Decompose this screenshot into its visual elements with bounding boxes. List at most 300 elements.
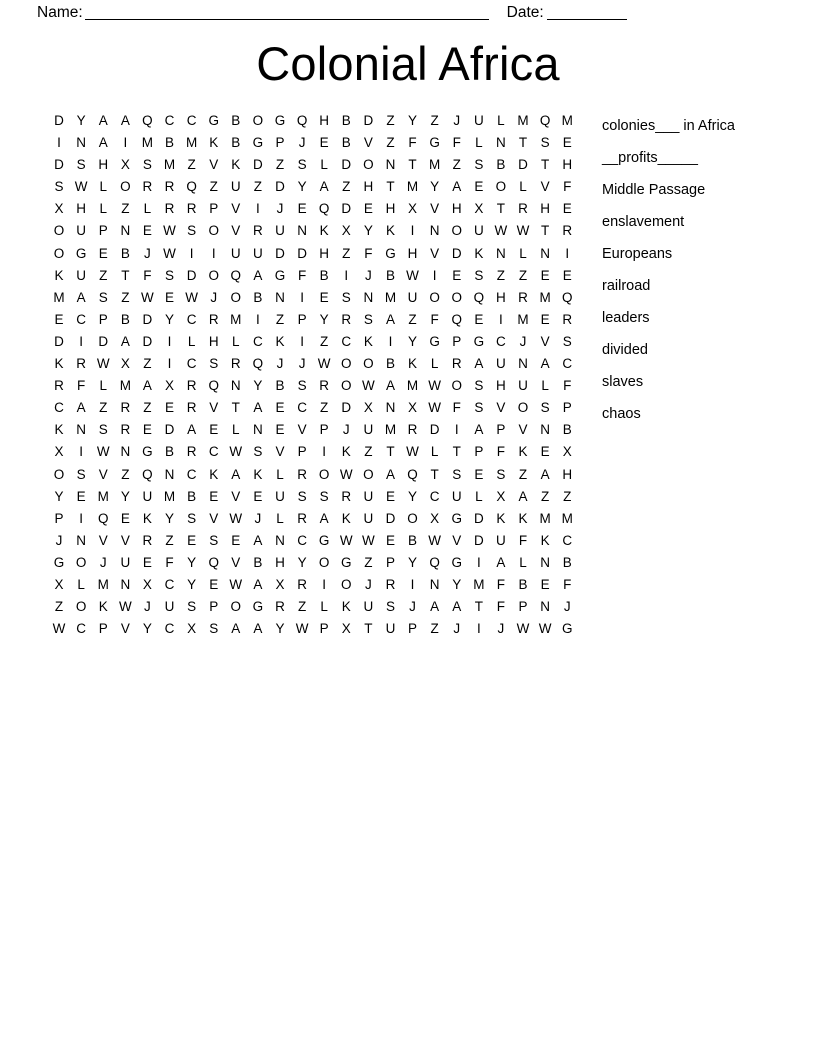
grid-cell[interactable]: D	[341, 201, 352, 217]
grid-cell[interactable]: H	[407, 245, 418, 261]
grid-cell[interactable]: W	[406, 444, 419, 460]
grid-cell[interactable]: X	[275, 576, 285, 592]
grid-cell[interactable]: I	[410, 576, 415, 592]
grid-cell[interactable]: K	[518, 510, 528, 526]
grid-cell[interactable]: A	[518, 488, 528, 504]
grid-cell[interactable]: W	[361, 532, 375, 548]
grid-cell[interactable]: P	[385, 554, 395, 570]
grid-cell[interactable]: L	[519, 554, 527, 570]
grid-cell[interactable]: R	[186, 201, 197, 217]
grid-cell[interactable]: E	[120, 510, 130, 526]
grid-cell[interactable]: F	[452, 135, 461, 151]
grid-cell[interactable]: G	[341, 554, 352, 570]
grid-cell[interactable]: M	[473, 576, 485, 592]
grid-cell[interactable]: Q	[407, 466, 418, 482]
grid-cell[interactable]: Z	[275, 157, 285, 173]
grid-cell[interactable]: K	[496, 510, 506, 526]
grid-cell[interactable]: T	[231, 400, 240, 416]
grid-cell[interactable]: E	[209, 488, 219, 504]
word-list-item[interactable]: leaders	[602, 310, 650, 326]
grid-cell[interactable]: P	[297, 444, 307, 460]
grid-cell[interactable]: I	[167, 356, 172, 372]
grid-cell[interactable]: V	[430, 245, 440, 261]
grid-cell[interactable]: H	[496, 378, 506, 394]
grid-cell[interactable]: B	[165, 444, 175, 460]
grid-cell[interactable]: L	[519, 245, 527, 261]
grid-cell[interactable]: F	[563, 576, 572, 592]
grid-cell[interactable]: E	[363, 201, 373, 217]
grid-cell[interactable]: W	[361, 378, 375, 394]
grid-cell[interactable]: Q	[296, 113, 308, 128]
grid-cell[interactable]: Z	[121, 289, 130, 305]
grid-cell[interactable]: U	[473, 223, 484, 239]
grid-cell[interactable]: G	[75, 245, 87, 261]
grid-cell[interactable]: O	[429, 289, 440, 305]
grid-cell[interactable]: N	[429, 223, 440, 239]
grid-cell[interactable]: O	[451, 378, 462, 394]
grid-cell[interactable]: Z	[364, 444, 373, 460]
grid-cell[interactable]: K	[341, 444, 351, 460]
grid-cell[interactable]: L	[475, 135, 483, 151]
grid-cell[interactable]: R	[186, 378, 197, 394]
grid-cell[interactable]: M	[141, 135, 154, 151]
grid-cell[interactable]: K	[142, 510, 152, 526]
grid-cell[interactable]: A	[253, 576, 263, 592]
word-list-item[interactable]: enslavement	[602, 214, 685, 230]
grid-cell[interactable]: Q	[208, 554, 219, 570]
grid-cell[interactable]: R	[518, 201, 528, 217]
grid-cell[interactable]: U	[363, 510, 374, 526]
grid-cell[interactable]: J	[99, 554, 107, 570]
grid-cell[interactable]: N	[540, 422, 550, 438]
grid-cell[interactable]: Z	[563, 488, 572, 504]
grid-cell[interactable]: D	[54, 113, 64, 128]
grid-cell[interactable]: V	[231, 201, 241, 217]
grid-cell[interactable]: F	[452, 400, 461, 416]
grid-cell[interactable]: O	[341, 356, 352, 372]
grid-cell[interactable]: K	[231, 157, 241, 173]
grid-cell[interactable]: W	[428, 378, 442, 394]
grid-cell[interactable]: F	[563, 378, 572, 394]
grid-cell[interactable]: L	[99, 378, 107, 394]
grid-cell[interactable]: K	[54, 267, 64, 283]
grid-cell[interactable]: W	[516, 223, 530, 239]
grid-cell[interactable]: O	[318, 554, 330, 570]
grid-cell[interactable]: Q	[318, 201, 330, 217]
grid-cell[interactable]: C	[496, 333, 506, 349]
grid-cell[interactable]: N	[76, 532, 87, 548]
grid-cell[interactable]: V	[209, 510, 219, 526]
grid-cell[interactable]: C	[562, 356, 573, 372]
grid-cell[interactable]: T	[474, 599, 483, 615]
grid-cell[interactable]: C	[164, 576, 175, 592]
grid-cell[interactable]: E	[385, 488, 395, 504]
grid-cell[interactable]: M	[97, 488, 109, 504]
grid-cell[interactable]: K	[253, 466, 263, 482]
grid-cell[interactable]: B	[341, 113, 351, 128]
grid-cell[interactable]: N	[297, 223, 307, 239]
grid-cell[interactable]: O	[230, 599, 242, 615]
grid-cell[interactable]: J	[342, 422, 350, 438]
grid-cell[interactable]: L	[519, 179, 527, 195]
grid-cell[interactable]: N	[496, 245, 506, 261]
grid-cell[interactable]: R	[297, 466, 307, 482]
grid-cell[interactable]: S	[474, 378, 484, 394]
grid-cell[interactable]: F	[496, 599, 506, 615]
grid-cell[interactable]: A	[385, 466, 395, 482]
grid-cell[interactable]: I	[256, 311, 260, 327]
grid-cell[interactable]: E	[452, 267, 462, 283]
grid-cell[interactable]: B	[253, 554, 263, 570]
grid-cell[interactable]: X	[363, 400, 373, 416]
grid-cell[interactable]: A	[496, 554, 506, 570]
grid-cell[interactable]: O	[75, 599, 87, 615]
grid-cell[interactable]: D	[341, 400, 352, 416]
grid-cell[interactable]: K	[54, 422, 64, 438]
grid-cell[interactable]: Z	[99, 400, 108, 416]
grid-cell[interactable]: J	[364, 267, 372, 283]
word-list-item[interactable]: Middle Passage	[602, 182, 706, 198]
grid-cell[interactable]: N	[429, 576, 440, 592]
grid-cell[interactable]: V	[120, 621, 130, 637]
grid-cell[interactable]: X	[496, 488, 506, 504]
grid-cell[interactable]: K	[408, 356, 418, 372]
grid-cell[interactable]: S	[297, 157, 307, 173]
grid-cell[interactable]: R	[186, 444, 197, 460]
grid-cell[interactable]: C	[164, 113, 175, 128]
grid-cell[interactable]: V	[496, 400, 506, 416]
grid-cell[interactable]: S	[341, 289, 351, 305]
grid-cell[interactable]: M	[429, 157, 441, 173]
grid-cell[interactable]: U	[363, 422, 374, 438]
grid-cell[interactable]: Q	[230, 267, 242, 283]
grid-cell[interactable]: Y	[430, 179, 440, 195]
grid-cell[interactable]: R	[142, 532, 153, 548]
grid-cell[interactable]: R	[120, 400, 131, 416]
grid-cell[interactable]: D	[297, 245, 307, 261]
grid-cell[interactable]: E	[209, 422, 219, 438]
grid-cell[interactable]: A	[430, 599, 440, 615]
grid-cell[interactable]: A	[98, 135, 108, 151]
grid-cell[interactable]: Q	[429, 554, 440, 570]
grid-cell[interactable]: E	[209, 576, 219, 592]
grid-cell[interactable]: Y	[297, 554, 307, 570]
grid-cell[interactable]: D	[253, 157, 263, 173]
grid-cell[interactable]: T	[496, 201, 506, 217]
grid-cell[interactable]: Z	[518, 267, 528, 283]
grid-cell[interactable]: M	[384, 422, 397, 438]
grid-cell[interactable]: O	[120, 179, 131, 195]
grid-cell[interactable]: Y	[275, 621, 285, 637]
grid-cell[interactable]: H	[319, 113, 330, 128]
grid-cell[interactable]: A	[540, 356, 550, 372]
grid-cell[interactable]: U	[76, 267, 87, 283]
grid-cell[interactable]: Q	[451, 311, 462, 327]
grid-cell[interactable]: Y	[165, 510, 175, 526]
grid-cell[interactable]: R	[253, 223, 263, 239]
grid-cell[interactable]: L	[320, 599, 328, 615]
grid-cell[interactable]: I	[388, 333, 393, 349]
grid-cell[interactable]: Z	[165, 532, 174, 548]
grid-cell[interactable]: B	[165, 135, 175, 151]
grid-cell[interactable]: V	[209, 400, 219, 416]
grid-cell[interactable]: L	[430, 356, 439, 372]
grid-cell[interactable]: S	[209, 532, 219, 548]
grid-cell[interactable]: P	[518, 599, 528, 615]
grid-cell[interactable]: B	[562, 554, 572, 570]
grid-cell[interactable]: V	[231, 223, 241, 239]
grid-cell[interactable]: W	[229, 576, 243, 592]
grid-cell[interactable]: S	[253, 444, 263, 460]
grid-cell[interactable]: M	[561, 510, 573, 526]
grid-cell[interactable]: S	[319, 488, 329, 504]
grid-cell[interactable]: P	[98, 223, 108, 239]
grid-cell[interactable]: E	[297, 201, 307, 217]
grid-cell[interactable]: I	[79, 510, 84, 526]
grid-cell[interactable]: R	[297, 510, 307, 526]
grid-cell[interactable]: S	[474, 267, 484, 283]
grid-cell[interactable]: M	[561, 113, 573, 128]
grid-cell[interactable]: P	[408, 621, 418, 637]
grid-cell[interactable]: S	[187, 223, 197, 239]
grid-cell[interactable]: N	[76, 135, 87, 151]
grid-cell[interactable]: H	[98, 157, 109, 173]
grid-cell[interactable]: E	[562, 201, 572, 217]
grid-cell[interactable]: Y	[54, 488, 64, 504]
grid-cell[interactable]: X	[341, 621, 351, 637]
grid-cell[interactable]: E	[319, 289, 329, 305]
grid-cell[interactable]: P	[474, 444, 484, 460]
grid-cell[interactable]: V	[452, 532, 462, 548]
grid-cell[interactable]: L	[541, 378, 549, 394]
grid-cell[interactable]: M	[185, 135, 198, 151]
grid-cell[interactable]: Z	[143, 400, 152, 416]
grid-cell[interactable]: H	[275, 554, 285, 570]
grid-cell[interactable]: S	[98, 422, 108, 438]
grid-cell[interactable]: X	[54, 444, 64, 460]
grid-cell[interactable]: J	[276, 201, 284, 217]
grid-cell[interactable]: V	[98, 532, 108, 548]
grid-cell[interactable]: O	[495, 179, 507, 195]
grid-cell[interactable]: L	[320, 157, 328, 173]
grid-cell[interactable]: Z	[386, 135, 395, 151]
grid-cell[interactable]: V	[540, 179, 550, 195]
grid-cell[interactable]: D	[451, 245, 462, 261]
grid-cell[interactable]: L	[276, 466, 284, 482]
grid-cell[interactable]: U	[76, 223, 87, 239]
grid-cell[interactable]: U	[363, 599, 374, 615]
grid-cell[interactable]: G	[561, 621, 573, 637]
grid-cell[interactable]: L	[77, 576, 85, 592]
grid-cell[interactable]: P	[319, 422, 329, 438]
grid-cell[interactable]: L	[475, 488, 483, 504]
grid-cell[interactable]: B	[562, 422, 572, 438]
grid-cell[interactable]: H	[496, 289, 506, 305]
grid-cell[interactable]: K	[209, 466, 219, 482]
grid-cell[interactable]: Q	[142, 113, 153, 128]
grid-cell[interactable]: B	[275, 378, 285, 394]
grid-cell[interactable]: Z	[209, 179, 218, 195]
grid-cell[interactable]: N	[540, 245, 550, 261]
grid-cell[interactable]: W	[96, 356, 110, 372]
grid-cell[interactable]: Z	[275, 311, 285, 327]
grid-cell[interactable]: V	[209, 157, 219, 173]
grid-cell[interactable]: B	[120, 311, 130, 327]
grid-cell[interactable]: I	[79, 444, 84, 460]
word-list-item[interactable]: chaos	[602, 406, 641, 422]
grid-cell[interactable]: E	[275, 422, 285, 438]
grid-cell[interactable]: F	[408, 135, 417, 151]
grid-cell[interactable]: U	[253, 245, 263, 261]
grid-cell[interactable]: K	[341, 599, 351, 615]
grid-cell[interactable]: W	[428, 532, 442, 548]
grid-cell[interactable]: I	[499, 311, 503, 327]
grid-cell[interactable]: W	[339, 532, 353, 548]
grid-cell[interactable]: C	[186, 356, 197, 372]
grid-cell[interactable]: X	[408, 201, 418, 217]
grid-cell[interactable]: N	[120, 223, 131, 239]
grid-cell[interactable]: K	[540, 532, 550, 548]
grid-cell[interactable]: O	[75, 554, 87, 570]
grid-cell[interactable]: K	[209, 135, 219, 151]
grid-cell[interactable]: Q	[142, 466, 153, 482]
grid-cell[interactable]: S	[474, 157, 484, 173]
grid-cell[interactable]: G	[252, 599, 264, 615]
grid-cell[interactable]: S	[474, 400, 484, 416]
grid-cell[interactable]: V	[430, 201, 440, 217]
grid-cell[interactable]: G	[142, 444, 153, 460]
grid-cell[interactable]: M	[163, 157, 176, 173]
grid-cell[interactable]: R	[120, 422, 131, 438]
grid-cell[interactable]: S	[209, 621, 219, 637]
grid-cell[interactable]: J	[497, 621, 505, 637]
grid-cell[interactable]: A	[231, 466, 241, 482]
grid-cell[interactable]: N	[540, 599, 550, 615]
grid-cell[interactable]: L	[99, 201, 107, 217]
grid-cell[interactable]: E	[187, 532, 197, 548]
grid-cell[interactable]: B	[385, 267, 395, 283]
grid-cell[interactable]: D	[518, 157, 528, 173]
grid-cell[interactable]: H	[385, 201, 396, 217]
grid-cell[interactable]: N	[385, 400, 396, 416]
grid-cell[interactable]: N	[518, 356, 528, 372]
grid-cell[interactable]: V	[540, 333, 550, 349]
grid-cell[interactable]: N	[253, 422, 263, 438]
grid-cell[interactable]: J	[298, 135, 306, 151]
grid-cell[interactable]: H	[319, 245, 330, 261]
grid-cell[interactable]: T	[430, 466, 439, 482]
grid-cell[interactable]: E	[275, 400, 285, 416]
grid-cell[interactable]: V	[275, 444, 285, 460]
grid-cell[interactable]: I	[476, 621, 481, 637]
grid-cell[interactable]: Z	[452, 157, 461, 173]
grid-cell[interactable]: I	[256, 201, 260, 217]
grid-cell[interactable]: R	[186, 400, 197, 416]
grid-cell[interactable]: V	[231, 488, 241, 504]
grid-cell[interactable]: I	[432, 267, 437, 283]
grid-cell[interactable]: M	[53, 289, 65, 305]
grid-cell[interactable]: J	[409, 599, 416, 615]
grid-cell[interactable]: S	[385, 599, 395, 615]
grid-cell[interactable]: M	[384, 289, 397, 305]
grid-cell[interactable]: C	[186, 311, 197, 327]
grid-cell[interactable]: O	[407, 510, 418, 526]
word-list-item[interactable]: __profits_____	[602, 150, 698, 166]
grid-cell[interactable]: D	[164, 422, 175, 438]
grid-cell[interactable]: Q	[252, 356, 264, 372]
grid-cell[interactable]: D	[54, 157, 64, 173]
grid-cell[interactable]: A	[319, 510, 329, 526]
grid-cell[interactable]: I	[322, 576, 327, 592]
grid-cell[interactable]: V	[120, 532, 130, 548]
grid-cell[interactable]: C	[562, 532, 573, 548]
grid-cell[interactable]: Y	[363, 223, 373, 239]
grid-cell[interactable]: R	[518, 289, 528, 305]
grid-cell[interactable]: Y	[76, 113, 86, 128]
grid-cell[interactable]: E	[540, 311, 550, 327]
grid-cell[interactable]: G	[473, 333, 485, 349]
grid-cell[interactable]: Z	[253, 179, 263, 195]
grid-cell[interactable]: S	[452, 466, 462, 482]
grid-cell[interactable]: J	[453, 621, 461, 637]
grid-cell[interactable]: J	[254, 510, 262, 526]
grid-cell[interactable]: G	[53, 554, 65, 570]
grid-cell[interactable]: N	[275, 289, 285, 305]
grid-cell[interactable]: K	[275, 333, 285, 349]
grid-cell[interactable]: I	[57, 135, 61, 151]
grid-cell[interactable]: X	[562, 444, 572, 460]
grid-cell[interactable]: U	[164, 599, 175, 615]
grid-cell[interactable]: A	[120, 333, 130, 349]
grid-cell[interactable]: F	[518, 532, 528, 548]
grid-cell[interactable]: E	[540, 576, 550, 592]
grid-cell[interactable]: O	[318, 466, 330, 482]
grid-cell[interactable]: X	[142, 576, 152, 592]
grid-cell[interactable]: S	[297, 378, 307, 394]
grid-cell[interactable]: L	[187, 333, 196, 349]
grid-cell[interactable]: T	[364, 621, 373, 637]
grid-cell[interactable]: K	[363, 333, 373, 349]
grid-cell[interactable]: N	[385, 157, 396, 173]
grid-cell[interactable]: D	[385, 510, 396, 526]
grid-cell[interactable]: D	[54, 333, 64, 349]
grid-cell[interactable]: C	[54, 400, 64, 416]
grid-cell[interactable]: N	[540, 554, 550, 570]
grid-cell[interactable]: W	[229, 510, 243, 526]
grid-cell[interactable]: Y	[452, 576, 462, 592]
grid-cell[interactable]: D	[363, 113, 374, 128]
grid-cell[interactable]: Q	[539, 113, 551, 128]
grid-cell[interactable]: Z	[540, 488, 550, 504]
grid-cell[interactable]: Z	[187, 157, 196, 173]
grid-cell[interactable]: O	[363, 466, 374, 482]
grid-cell[interactable]: P	[98, 311, 108, 327]
grid-cell[interactable]: G	[274, 267, 286, 283]
grid-cell[interactable]: S	[540, 135, 550, 151]
grid-cell[interactable]: Z	[342, 179, 351, 195]
grid-cell[interactable]: F	[496, 576, 506, 592]
grid-cell[interactable]: I	[476, 554, 481, 570]
grid-cell[interactable]: H	[540, 201, 550, 217]
grid-cell[interactable]: Z	[430, 621, 439, 637]
grid-cell[interactable]: A	[142, 378, 152, 394]
grid-cell[interactable]: A	[474, 422, 484, 438]
grid-cell[interactable]: C	[253, 333, 263, 349]
grid-cell[interactable]: L	[497, 113, 505, 128]
grid-cell[interactable]: Z	[408, 311, 417, 327]
word-list-item[interactable]: divided	[602, 342, 648, 358]
grid-cell[interactable]: K	[54, 356, 64, 372]
